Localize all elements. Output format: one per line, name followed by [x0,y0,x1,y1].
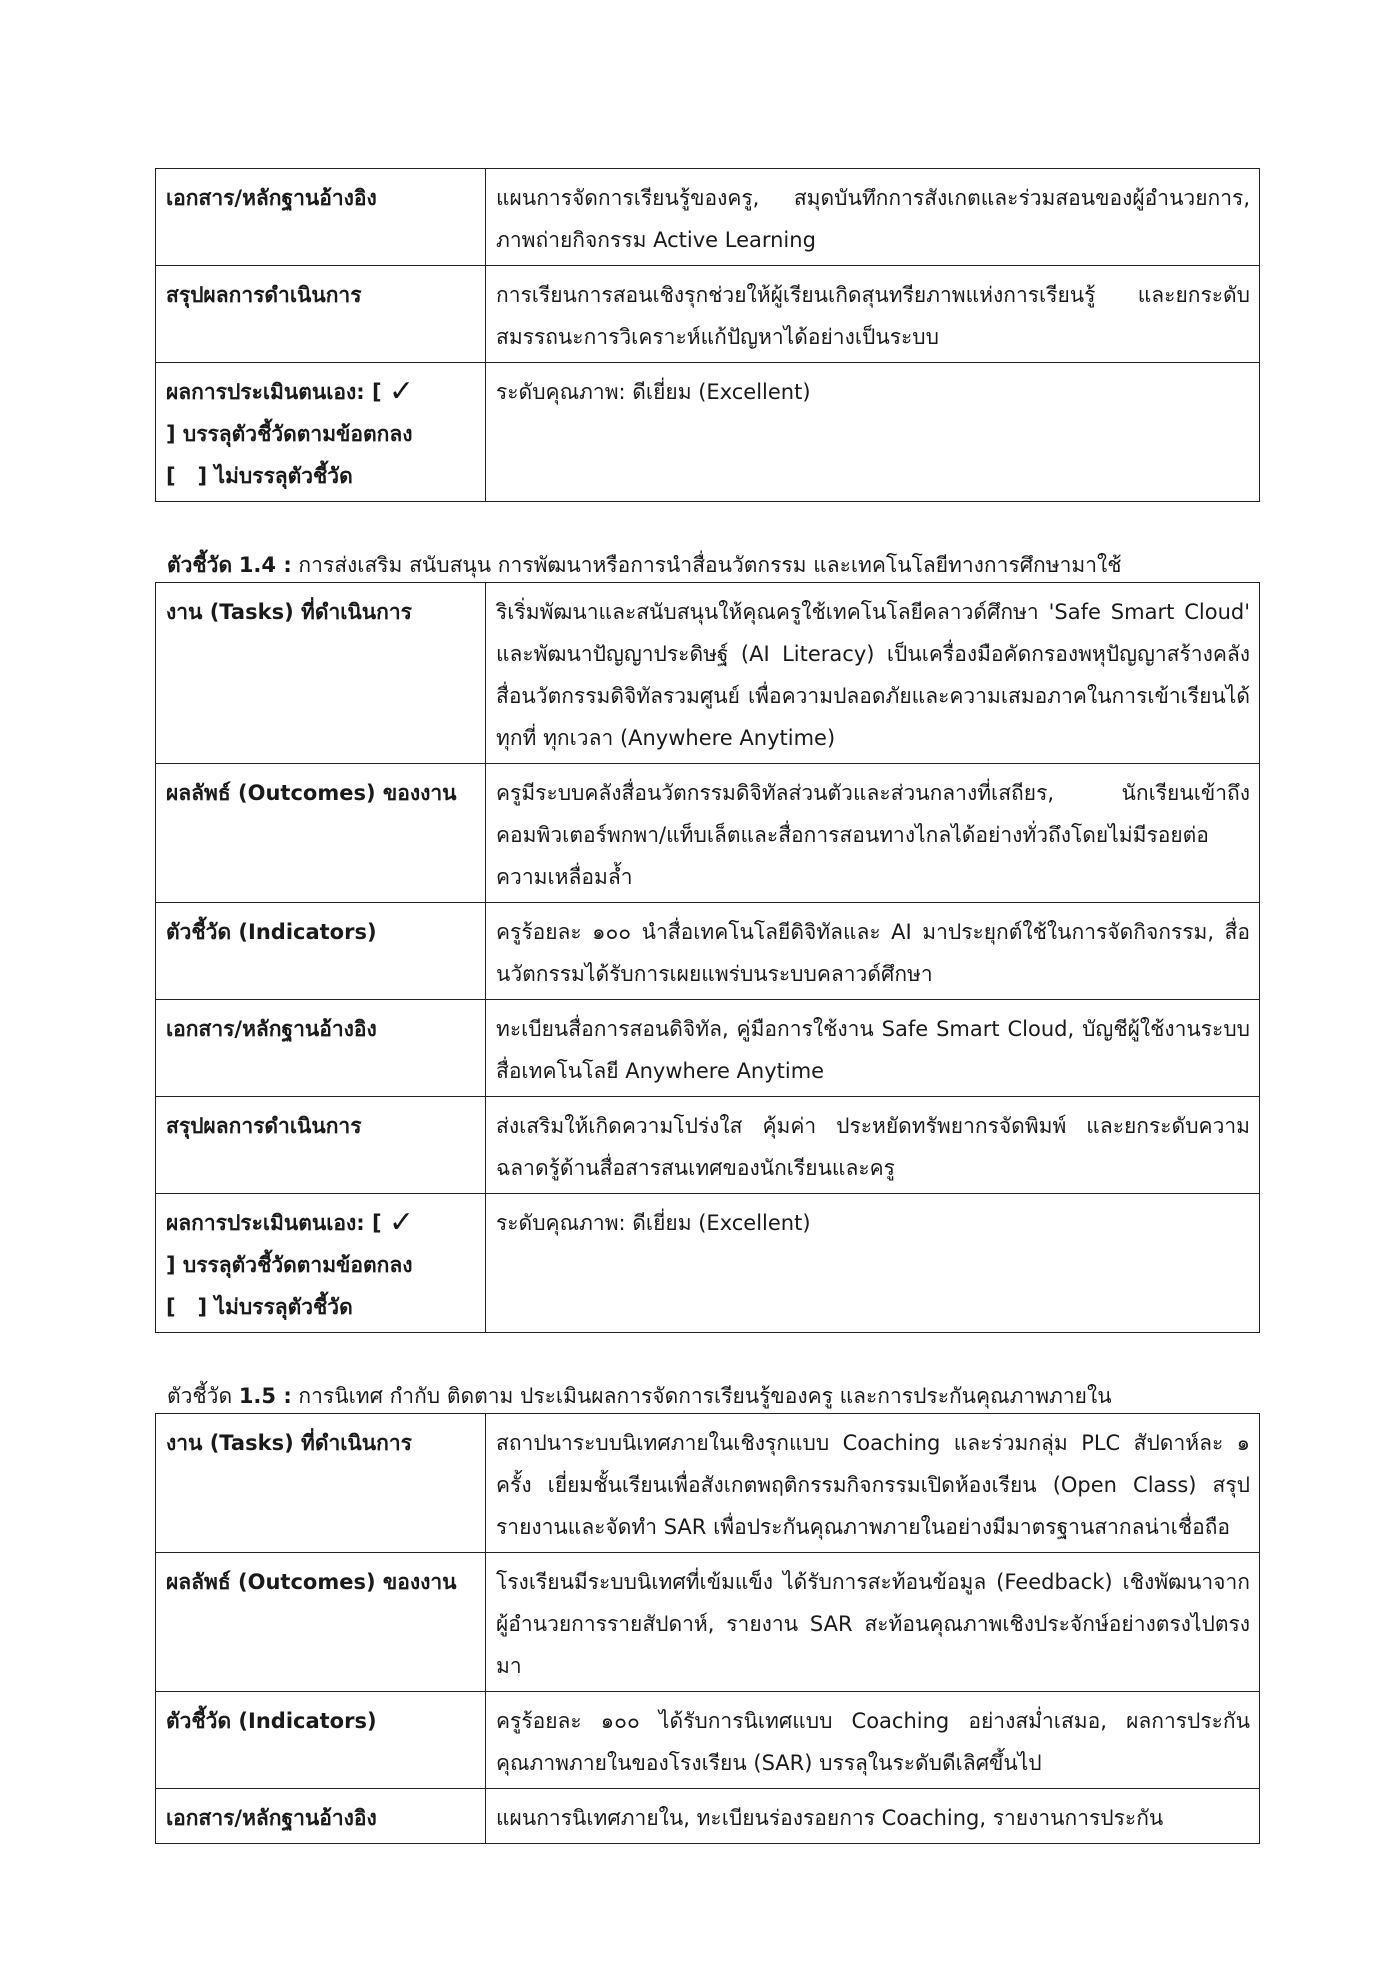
assessment-value: ระดับคุณภาพ: ดีเยี่ยม (Excellent) [486,1194,1260,1333]
row-value: ริเริ่มพัฒนาและสนับสนุนให้คุณครูใช้เทคโนโลยีคลาวด์ศึกษา 'Safe Smart Cloud' และพัฒนาปัญญาประดิษฐ์ (AI Literacy) เป็นเครื่องมือคัดกรองพหุปัญญาสร้างคลังสื่อนวัตกรรมดิจิทัลรวมศูนย์ เพื่อความปลอดภัยและความเสมอภาคในการเข้าเรียนได้ทุกที่ ทุกเวลา (Anywhere Anytime) [486,583,1260,764]
assessment-line-1: ผลการประเมินตนเอง: [ [166,1211,382,1235]
row-label: ผลลัพธ์ (Outcomes) ของงาน [156,1553,486,1692]
assessment-value: ระดับคุณภาพ: ดีเยี่ยม (Excellent) [486,363,1260,502]
row-label: เอกสาร/หลักฐานอ้างอิง [156,169,486,266]
row-value: แผนการจัดการเรียนรู้ของครู, สมุดบันทึกการสังเกตและร่วมสอนของผู้อำนวยการ, ภาพถ่ายกิจกรรม Active Learning [486,169,1260,266]
row-value: ส่งเสริมให้เกิดความโปร่งใส คุ้มค่า ประหยัดทรัพยากรจัดพิมพ์ และยกระดับความฉลาดรู้ด้านสื่อสารสนเทศของนักเรียนและครู [486,1097,1260,1194]
table-row [156,1414,1260,1553]
assessment-line-3: [ ] ไม่บรรลุตัวชี้วัด [166,1295,353,1319]
table-row [156,169,1260,266]
indicator-number: 1.4 : [238,553,292,577]
table-row [156,266,1260,363]
indicator-1-5-table [155,1413,1260,1844]
indicator-1-3-table [155,168,1260,502]
table-row [156,1000,1260,1097]
table-row [156,1553,1260,1692]
assessment-line-3: [ ] ไม่บรรลุตัวชี้วัด [166,464,353,488]
row-label: สรุปผลการดำเนินการ [156,1097,486,1194]
row-label: สรุปผลการดำเนินการ [156,266,486,363]
row-label: งาน (Tasks) ที่ดำเนินการ [156,1414,486,1553]
row-value: ทะเบียนสื่อการสอนดิจิทัล, คู่มือการใช้งาน Safe Smart Cloud, บัญชีผู้ใช้งานระบบสื่อเทคโนโลยี Anywhere Anytime [486,1000,1260,1097]
indicator-1-4-table [155,582,1260,1333]
document-page [155,168,1260,1844]
table-row [156,1692,1260,1789]
assessment-line-2: ] บรรลุตัวชี้วัดตามข้อตกลง [166,422,413,446]
self-assessment-row [156,1194,1260,1333]
table-row [156,583,1260,764]
row-value: ครูร้อยละ ๑๐๐ ได้รับการนิเทศแบบ Coaching อย่างสม่ำเสมอ, ผลการประกันคุณภาพภายในของโรงเรียน (SAR) บรรลุในระดับดีเลิศขึ้นไป [486,1692,1260,1789]
indicator-1-4-heading [155,550,1260,582]
row-label: เอกสาร/หลักฐานอ้างอิง [156,1000,486,1097]
row-label: ตัวชี้วัด (Indicators) [156,903,486,1000]
row-value: ครูมีระบบคลังสื่อนวัตกรรมดิจิทัลส่วนตัวและส่วนกลางที่เสถียร, นักเรียนเข้าถึงคอมพิวเตอร์พกพา/แท็บเล็ตและสื่อการสอนทางไกลได้อย่างทั่วถึงโดยไม่มีรอยต่อความเหลื่อมล้ำ [486,764,1260,903]
row-value: โรงเรียนมีระบบนิเทศที่เข้มแข็ง ได้รับการสะท้อนข้อมูล (Feedback) เชิงพัฒนาจากผู้อำนวยการรายสัปดาห์, รายงาน SAR สะท้อนคุณภาพเชิงประจักษ์อย่างตรงไปตรงมา [486,1553,1260,1692]
indicator-prefix: ตัวชี้วัด [167,1384,233,1408]
row-label: ตัวชี้วัด (Indicators) [156,1692,486,1789]
self-assessment-label [156,363,486,502]
indicator-number: 1.5 : [238,1384,292,1408]
row-label: งาน (Tasks) ที่ดำเนินการ [156,583,486,764]
check-mark-icon: ✓ [388,374,415,409]
indicator-prefix: ตัวชี้วัด [167,553,233,577]
self-assessment-row [156,363,1260,502]
table-row [156,903,1260,1000]
table-row [156,1097,1260,1194]
assessment-line-1: ผลการประเมินตนเอง: [ [166,380,382,404]
row-value: ครูร้อยละ ๑๐๐ นำสื่อเทคโนโลยีดิจิทัลและ AI มาประยุกต์ใช้ในการจัดกิจกรรม, สื่อนวัตกรรมได้รับการเผยแพร่บนระบบคลาวด์ศึกษา [486,903,1260,1000]
row-label: ผลลัพธ์ (Outcomes) ของงาน [156,764,486,903]
table-row [156,1789,1260,1844]
check-mark-icon: ✓ [388,1205,415,1240]
table-row [156,764,1260,903]
row-label: เอกสาร/หลักฐานอ้างอิง [156,1789,486,1844]
indicator-title: การนิเทศ กำกับ ติดตาม ประเมินผลการจัดการเรียนรู้ของครู และการประกันคุณภาพภายใน [298,1384,1112,1408]
assessment-line-2: ] บรรลุตัวชี้วัดตามข้อตกลง [166,1253,413,1277]
row-value: สถาปนาระบบนิเทศภายในเชิงรุกแบบ Coaching และร่วมกลุ่ม PLC สัปดาห์ละ ๑ ครั้ง เยี่ยมชั้นเรียนเพื่อสังเกตพฤติกรรมกิจกรรมเปิดห้องเรียน (Open Class) สรุปรายงานและจัดทำ SAR เพื่อประกันคุณภาพภายในอย่างมีมาตรฐานสากลน่าเชื่อถือ [486,1414,1260,1553]
self-assessment-label [156,1194,486,1333]
indicator-title: การส่งเสริม สนับสนุน การพัฒนาหรือการนำสื่อนวัตกรรม และเทคโนโลยีทางการศึกษามาใช้ [298,553,1122,577]
row-value: การเรียนการสอนเชิงรุกช่วยให้ผู้เรียนเกิดสุนทรียภาพแห่งการเรียนรู้ และยกระดับสมรรถนะการวิเคราะห์แก้ปัญหาได้อย่างเป็นระบบ [486,266,1260,363]
indicator-1-5-heading [155,1381,1260,1413]
row-value: แผนการนิเทศภายใน, ทะเบียนร่องรอยการ Coaching, รายงานการประกัน [486,1789,1260,1844]
